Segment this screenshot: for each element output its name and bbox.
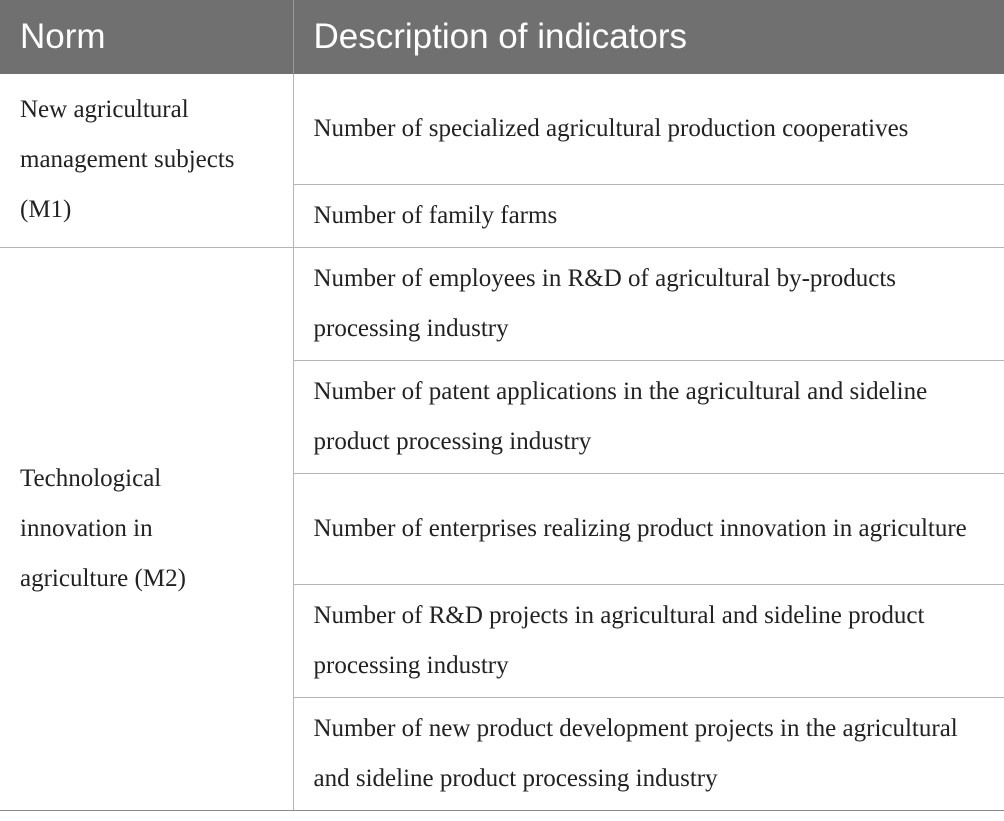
- table-header: [0, 0, 1004, 74]
- header-description: Description of indicators: [293, 0, 1004, 74]
- indicator-cell: Number of new product development projects in the agricultural and sideline product processing industry: [293, 697, 1004, 810]
- indicator-cell: Number of patent applications in the agricultural and sideline product processing industry: [293, 360, 1004, 473]
- table-row: [0, 247, 1004, 360]
- norm-cell-m2: Technological innovation in agriculture (M2): [0, 247, 293, 810]
- header-row: [0, 0, 1004, 74]
- indicator-cell: Number of employees in R&D of agricultural by-products processing industry: [293, 247, 1004, 360]
- indicator-cell: Number of R&D projects in agricultural and sideline product processing industry: [293, 584, 1004, 697]
- indicator-cell: Number of specialized agricultural production cooperatives: [293, 74, 1004, 184]
- header-norm: Norm: [0, 0, 293, 74]
- norm-cell-m1: New agricultural management subjects (M1): [0, 74, 293, 247]
- indicator-cell: Number of enterprises realizing product innovation in agriculture: [293, 473, 1004, 584]
- indicator-cell: Number of family farms: [293, 184, 1004, 247]
- table-row: [0, 74, 1004, 184]
- table-body: [0, 74, 1004, 810]
